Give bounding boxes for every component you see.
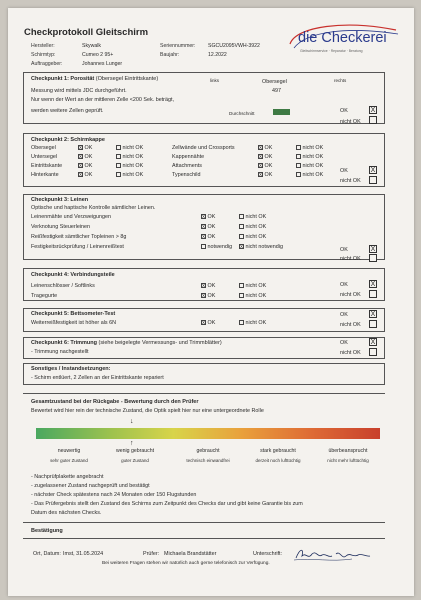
cp3-item: Festigkeitsrückprüfung / Leinenreißtest	[31, 244, 124, 250]
cp4-nicht-ok-checkbox[interactable]	[369, 290, 377, 298]
cp2-right-item: Typenschild	[172, 172, 201, 178]
footer-note: Bei weiteren Fragen stehen wir natürlich auch gerne telefonisch zur Verfügung.	[102, 561, 270, 566]
cp5-title: Checkpunkt 5: Bettsometer-Test	[31, 311, 116, 317]
cp2-left-nicht-ok-checkmark[interactable]	[116, 154, 121, 159]
cp4-title: Checkpunkt 4: Verbindungsteile	[31, 272, 115, 278]
cp2-right-nicht-ok-label: nicht OK	[302, 145, 324, 151]
cp4-nicht-ok-label: nicht OK	[245, 283, 267, 289]
cp3-nicht-ok-checkmark[interactable]	[239, 224, 244, 229]
cp3-ok-option	[201, 224, 215, 231]
cp2-right-nicht-ok-label: nicht OK	[302, 163, 324, 169]
cp6-title: Checkpunkt 6: Trimmung (siehe beigelegte Vermessungs- und Trimmblätter)	[31, 340, 222, 346]
cp5-ok: OK	[340, 312, 348, 318]
cp3-nicht-ok-checkbox[interactable]	[369, 254, 377, 262]
cp2-left-nicht-ok-option	[116, 172, 143, 179]
hersteller-label: Hersteller:	[31, 43, 55, 49]
cp2-left-ok-option	[78, 163, 92, 170]
cp2-left-nicht-ok-checkmark[interactable]	[116, 172, 121, 177]
grade-label: wenig gebraucht	[115, 448, 155, 454]
cp2-right-ok-option	[258, 145, 272, 152]
document-title: Checkprotokoll Gleitschirm	[24, 27, 149, 38]
pruefer-label: Prüfer:	[143, 551, 160, 557]
cp3-item: Verknotung Steuerleinen	[31, 224, 91, 230]
gesamt-note: - Nachprüfplakette angebracht	[31, 474, 104, 480]
cp5-item-ok: X OK	[202, 320, 216, 326]
cp2-right-ok-option	[258, 163, 272, 170]
gesamt-note: - nächster Check spätestens nach 24 Monaten oder 150 Flugstunden	[31, 492, 197, 498]
cp3-nicht-notwendig-option	[239, 244, 283, 251]
cp2-left-ok-label: OK	[84, 172, 93, 178]
cp3-nicht-ok-label: nicht OK	[245, 224, 267, 230]
cp2-right-nicht-ok-option	[296, 163, 323, 170]
ort-value: Imst, 31.05.2024	[63, 551, 104, 557]
cp1-line1: Messung wird mittels JDC durchgeführt.	[31, 88, 127, 94]
cp2-left-nicht-ok-option	[116, 154, 143, 161]
gesamt-note: Datum des nächsten Checks.	[31, 510, 102, 516]
selected-grade-arrow-bottom: ↑	[130, 440, 134, 447]
cp4-ok-checkmark[interactable]: X	[202, 283, 206, 289]
grade-label: stark gebraucht	[260, 448, 296, 454]
cp3-item: Leinenmähte und Verzweigungen	[31, 214, 112, 220]
cp2-left-ok-option	[78, 172, 92, 179]
cp1-durchschnitt-value-box	[273, 109, 290, 115]
cp2-left-ok-option	[78, 154, 92, 161]
cp3-nicht-ok-option	[239, 224, 266, 231]
cp3-ok-label: OK	[207, 224, 216, 230]
cp6-nicht-ok-checkbox[interactable]	[369, 348, 377, 356]
cp2-right-ok-label: OK	[264, 145, 273, 151]
cp4-nicht-ok-option	[239, 283, 266, 290]
cp3-notwendig-option	[201, 244, 232, 251]
cp4-item: Tragegurte	[31, 293, 58, 299]
cp2-right-ok-label: OK	[264, 172, 273, 178]
gesamt-title: Gesamtzustand bei der Rückgabe - Bewertung durch den Prüfer	[31, 399, 199, 405]
cp5-ok-checkmark[interactable]: X	[202, 320, 206, 326]
cp3-nicht-ok: nicht OK	[340, 256, 361, 262]
condition-gradient-bar	[36, 428, 380, 439]
cp4-ok-option	[201, 283, 215, 290]
gesamt-intro: Bewertet wird hier rein der technische Zustand, die Optik spielt hier nur eine untergeordnete Rolle	[31, 408, 264, 414]
baujahr-label: Baujahr:	[160, 52, 180, 58]
cp6-ok-checkbox[interactable]: X	[370, 339, 376, 346]
cp1-nicht-ok-checkbox[interactable]	[369, 116, 377, 124]
cp6-ok: OK	[340, 340, 348, 346]
cp3-intro: Optische und haptische Kontrolle sämtlicher Leinen.	[31, 205, 156, 211]
cp2-right-nicht-ok-label: nicht OK	[302, 154, 324, 160]
cp2-title: Checkpunkt 2: Schirmkappe	[31, 137, 105, 143]
cp2-left-nicht-ok-option	[116, 163, 143, 170]
bestaetigung-mid-rule	[23, 538, 385, 539]
cp2-left-ok-checkmark[interactable]: X	[79, 154, 83, 160]
cp4-ok-label: OK	[207, 293, 216, 299]
cp3-nicht-ok-label: nicht OK	[245, 234, 267, 240]
cp6-item: - Trimmung nachgestellt	[31, 349, 89, 355]
bestaetigung-top-rule	[23, 522, 385, 523]
gesamt-note: - zugelassener Zustand nachgeprüft und bestätigt	[31, 483, 150, 489]
cp3-nicht-ok-checkmark[interactable]	[239, 234, 244, 239]
cp3-nicht-ok-option	[239, 214, 266, 221]
cp2-left-item: Obersegel	[31, 145, 56, 151]
bestaetigung-title: Bestätigung	[31, 528, 63, 534]
cp1-value: 497	[272, 88, 281, 94]
cp2-right-nicht-ok-option	[296, 172, 323, 179]
cp3-ok-checkmark[interactable]: X	[202, 214, 206, 220]
cp2-left-nicht-ok-checkmark[interactable]	[116, 163, 121, 168]
grade-label: überbeansprucht	[328, 448, 368, 454]
unterschrift-label: Unterschrift:	[253, 551, 283, 557]
cp2-left-ok-checkmark[interactable]: X	[79, 163, 83, 169]
cp1-durchschnitt: Durchschnitt	[229, 111, 255, 116]
cp2-right-nicht-ok-checkmark[interactable]	[296, 145, 301, 150]
grade-label: neuwertig	[57, 448, 81, 454]
cp2-right-ok-checkmark[interactable]: X	[259, 145, 263, 151]
cp2-right-ok-checkmark[interactable]: X	[259, 163, 263, 169]
cp4-ok-checkmark[interactable]: X	[202, 293, 206, 299]
cp3-ok: OK	[340, 247, 348, 253]
cp2-left-ok-checkmark[interactable]: X	[79, 145, 83, 151]
cp4-ok-label: OK	[207, 283, 216, 289]
selected-grade-arrow-top: ↓	[130, 418, 134, 425]
cp3-ok-checkmark[interactable]: X	[202, 234, 206, 240]
cp2-right-ok-option	[258, 154, 272, 161]
cp1-line3: werden weitere Zellen geprüft.	[31, 108, 104, 114]
pruefer-value: Michaela Brandstätter	[164, 551, 217, 557]
cp2-left-nicht-ok-option	[116, 145, 143, 152]
seriennummer-label: Seriennummer:	[160, 43, 196, 49]
cp3-nicht-ok-checkmark[interactable]	[239, 214, 244, 219]
cp2-right-nicht-ok-checkmark[interactable]	[296, 154, 301, 159]
cp1-nicht-ok: nicht OK	[340, 119, 361, 125]
cp1-title: Checkpunkt 1: Porosität (Obersegel Eintrittskante)	[31, 76, 159, 82]
cp2-ok: OK	[340, 168, 348, 174]
sonstiges-title: Sonstiges / Instandsetzungen:	[31, 366, 111, 372]
cp2-right-nicht-ok-option	[296, 145, 323, 152]
cp2-right-ok-label: OK	[264, 163, 273, 169]
grade-sublabel: guter Zustand	[121, 458, 149, 463]
cp2-left-item: Eintrittskante	[31, 163, 63, 169]
cp3-ok-checkbox[interactable]: X	[370, 246, 376, 253]
cp5-ok-checkbox[interactable]: X	[370, 311, 376, 318]
cp2-left-ok-label: OK	[84, 145, 93, 151]
cp2-nicht-ok-checkbox[interactable]	[369, 176, 377, 184]
cp5-nicht-ok-checkbox[interactable]	[369, 320, 377, 328]
sonstiges-text: - Schirm entlüert, 2 Zellen an der Eintrittskante repariert	[31, 375, 164, 381]
cp2-right-item: Kappennähte	[172, 154, 205, 160]
cp4-nicht-ok-option	[239, 293, 266, 300]
auftraggeber-value: Johannes Lunger	[82, 61, 123, 67]
gesamt-top-rule	[23, 393, 385, 394]
cp4-nicht-ok-checkmark[interactable]	[239, 283, 244, 288]
schirmtyp-label: Schirmtyp:	[31, 52, 56, 58]
signature	[292, 546, 374, 566]
cp3-notwendig-checkmark[interactable]	[201, 244, 206, 249]
cp4-nicht-ok-checkmark[interactable]	[239, 293, 244, 298]
seriennummer-value: SGCU2095VWH-3922	[208, 43, 260, 49]
cp2-left-nicht-ok-label: nicht OK	[122, 172, 144, 178]
cp1-ok: OK	[340, 108, 348, 114]
grade-label: gebraucht	[196, 448, 220, 454]
cp3-ok-label: OK	[207, 234, 216, 240]
cp5-item-nicht-ok: nicht OK	[239, 320, 266, 327]
logo-text: die Checkerei	[298, 30, 387, 46]
cp3-ok-checkmark[interactable]: X	[202, 224, 206, 230]
schirmtyp-value: Cumeo 2 95+	[82, 52, 114, 58]
cp3-nicht-notwendig-checkmark[interactable]: X	[240, 244, 244, 250]
cp2-left-item: Untersegel	[31, 154, 58, 160]
cp3-title: Checkpunkt 3: Leinen	[31, 197, 89, 203]
cp2-left-nicht-ok-label: nicht OK	[122, 163, 144, 169]
cp2-right-item: Zellwände und Crossports	[172, 145, 235, 151]
cp2-right-ok-checkmark[interactable]: X	[259, 154, 263, 160]
cp2-left-nicht-ok-label: nicht OK	[122, 145, 144, 151]
cp2-left-ok-checkmark[interactable]: X	[79, 172, 83, 178]
cp2-left-ok-label: OK	[84, 154, 93, 160]
ort-label: Ort, Datum:	[33, 551, 61, 557]
cp2-right-ok-label: OK	[264, 154, 273, 160]
cp2-right-ok-checkmark[interactable]: X	[259, 172, 263, 178]
cp6-nicht-ok: nicht OK	[340, 350, 361, 356]
cp3-ok-label: OK	[207, 214, 216, 220]
cp1-line2: Nur wenn der Wert an der mittleren Zelle <200 Sek. beträgt,	[31, 97, 174, 103]
cp2-left-item: Hinterkante	[31, 172, 59, 178]
cp2-ok-checkbox[interactable]: X	[370, 167, 376, 174]
cp4-item: Leinenschlösser / Softlinks	[31, 283, 95, 289]
cp2-right-nicht-ok-option	[296, 154, 323, 161]
cp3-ok-option	[201, 214, 215, 221]
cp3-notwendig-label: notwendig	[207, 244, 233, 250]
cp2-left-nicht-ok-checkmark[interactable]	[116, 145, 121, 150]
cp4-ok-checkbox[interactable]: X	[370, 281, 376, 288]
gesamt-note: - Das Prüfergebnis stellt den Zustand des Schirms zum Zeitpunkt des Checks dar und gibt keine Garantie bis zum	[31, 501, 303, 507]
cp3-nicht-notwendig-label: nicht notwendig	[245, 244, 283, 250]
cp2-right-nicht-ok-label: nicht OK	[302, 172, 324, 178]
cp1-obersegel: Obersegel	[262, 79, 287, 85]
hersteller-value: Skywalk	[82, 43, 102, 49]
grade-sublabel: sehr guter Zustand	[50, 458, 88, 463]
cp2-left-nicht-ok-label: nicht OK	[122, 154, 144, 160]
cp1-links: links	[210, 78, 220, 83]
cp2-nicht-ok: nicht OK	[340, 178, 361, 184]
cp5-item: Weiterreißfestigkeit ist höher als 6N	[31, 320, 116, 326]
cp5-nicht-ok: nicht OK	[340, 322, 361, 328]
cp2-right-ok-option	[258, 172, 272, 179]
cp4-ok: OK	[340, 282, 348, 288]
logo-subtitle: Gleitschirmservice · Reparatur · Beratung	[300, 49, 363, 53]
cp3-item: Reißfestigkeit sämtlicher Topleinen > 8g	[31, 234, 127, 240]
cp2-right-nicht-ok-checkmark[interactable]	[296, 163, 301, 168]
cp4-nicht-ok: nicht OK	[340, 292, 361, 298]
auftraggeber-label: Auftraggeber:	[31, 61, 63, 67]
cp3-ok-option	[201, 234, 215, 241]
cp4-ok-option	[201, 293, 215, 300]
cp2-left-ok-label: OK	[84, 163, 93, 169]
cp3-nicht-ok-label: nicht OK	[245, 214, 267, 220]
grade-sublabel: derzeit noch lufttüchtig	[255, 458, 301, 463]
grade-sublabel: technisch einwandfrei	[186, 458, 230, 463]
cp2-left-ok-option	[78, 145, 92, 152]
cp1-ok-checkbox[interactable]: X	[370, 107, 376, 114]
cp4-nicht-ok-label: nicht OK	[245, 293, 267, 299]
cp2-right-nicht-ok-checkmark[interactable]	[296, 172, 301, 177]
cp3-nicht-ok-option	[239, 234, 266, 241]
cp2-right-item: Attachments	[172, 163, 202, 169]
baujahr-value: 12.2022	[208, 52, 227, 58]
grade-sublabel: nicht mehr lufttüchtig	[327, 458, 369, 463]
cp1-rechts: rechts	[334, 78, 347, 83]
cp5-nicht-ok-checkmark[interactable]	[239, 320, 244, 325]
